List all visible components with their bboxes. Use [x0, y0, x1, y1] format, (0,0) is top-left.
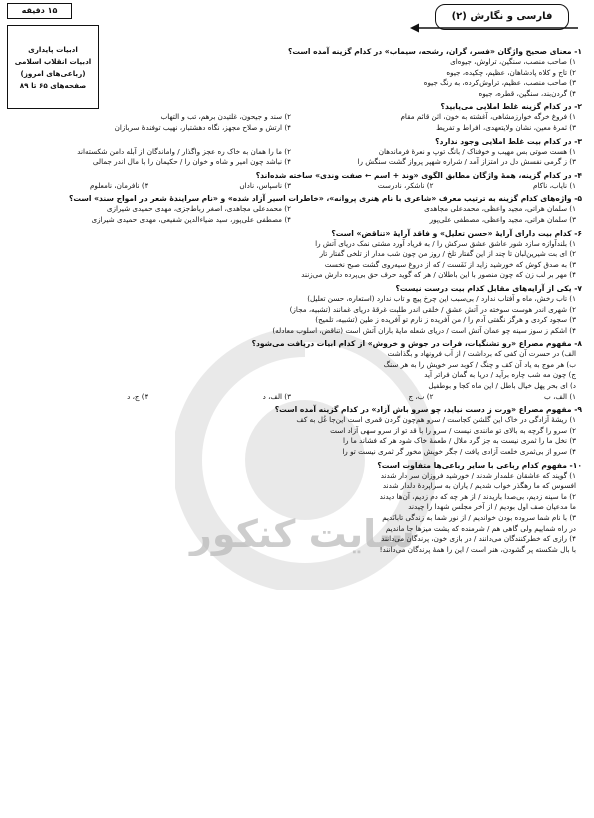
question-block: [6, 404, 582, 457]
question-block: [6, 170, 582, 192]
answer-option[interactable]: ۴) گردن‌بند، سنگین، قطره، جیوه: [478, 88, 576, 98]
answer-option[interactable]: ۱) سلمان هراتی، مجید واعظی، محمدعلی مجاهدی: [424, 204, 576, 214]
question-block: [6, 392, 582, 403]
question-block: [6, 228, 582, 281]
questions-list: [6, 44, 582, 555]
answer-option[interactable]: ۲) ای بت شیرین‌لبان تا چند از این گفتار تلخ / روز من چون شب مدار از تلخی گفتار تار: [319, 249, 576, 259]
answer-option[interactable]: ۱) تاب رخش، ماه و آفتاب ندارد / بی‌سبب این چرخ پیچ و تاب ندارد (استعاره، حسن تعلیل): [307, 293, 576, 303]
answer-option[interactable]: ۱) هست صوتی بس مهیب و خوفناک / بانگ توپ و نعرهٔ فرماندهان: [378, 146, 576, 156]
answer-option[interactable]: ۴) مصطفی علی‌پور، سید ضیاءالدین شفیعی، مهدی حمیدی شیرازی: [91, 214, 291, 224]
question-text: ۱- معنای صحیح واژگان «فسر، گران، رشحه، سیماب» در کدام گزینه آمده است؟: [287, 47, 582, 56]
question-text: ۴- در کدام گزینه، همهٔ واژگان مطابق الگوی «وند + اسم ← صفت وندی» ساخته شده‌اند؟: [255, 170, 582, 180]
answer-option[interactable]: ۲) ما سینه زدیم، بی‌صدا باریدند / از هر چه که دم زدیم، آن‌ها دیدند: [379, 491, 576, 501]
answer-option[interactable]: ۲) محمدعلی مجاهدی، اصغر رباط‌جزی، مهدی حمیدی شیرازی: [106, 204, 291, 214]
answer-option[interactable]: ۲) سند و جیحون، غلتیدن برهم، تب و التهاب: [160, 112, 291, 122]
answer-option[interactable]: ۳) سلمان هراتی، مجید واعظی، مصطفی علی‌پور: [429, 214, 576, 224]
options-row: [6, 181, 582, 192]
answer-option[interactable]: ۱) الف، ب: [544, 391, 576, 401]
answer-option[interactable]: ۱) صاحب منصب، سنگین، تراوش، جیوه‌ای: [450, 57, 576, 66]
question-block: [6, 136, 582, 168]
question-text: ۹- مفهوم مصراع «ورت ز دست نیاید، چو سرو باش آزاد» در کدام گزینه آمده است؟: [274, 405, 582, 415]
options-row: [6, 147, 582, 158]
answer-option[interactable]: ۲) تاج و کلاه پادشاهان، عظیم، چکیده، جیوه: [446, 67, 576, 77]
question-text: ۵- واژه‌های کدام گزینه به ترتیب معرف «شاعری با نام هنری پروانه»، «خاطرات اسیر آزاد شده» و «نام سرایندهٔ شعر در امواج سند» است؟: [68, 194, 582, 204]
answer-option[interactable]: با بال شکسته پر گشودن، هنر است / این را همهٔ پرندگان می‌دانند!: [379, 544, 576, 554]
answer-option[interactable]: ۴) نباشد چون امیر و شاه و خوان را / حکیمان را با مال اندر جمالی: [92, 157, 291, 167]
answer-option[interactable]: ما مدعیان صف اول بودیم / از آخر مجلس شهدا را چیدند: [408, 502, 576, 512]
answer-option[interactable]: ج) چون مه شب چاره برآید / دریا به گمان فراتر آید: [424, 370, 576, 380]
answer-option[interactable]: د) ای بحر پهل خیال باطل / این ماه کجا و بوطفیل: [428, 381, 576, 391]
answer-option[interactable]: ۲) سرو را گرچه به بالای تو مانندی نیست / سرو را با قد تو از سرو سهی آزاد است: [330, 425, 576, 435]
answer-option[interactable]: ۳) ز گرمی نفسش دل در امتزاز آمد / شراره شهپر پرواز گشت سنگش را: [357, 157, 576, 167]
answer-option[interactable]: ۳) سجود کردی و هرگز نگفتی آدم را / من آفریده ز نارم تو آفریده ز طین (تشبیه، تلمیح): [315, 315, 576, 325]
answer-option[interactable]: ۲) شهری اندر هوست سوخته در آتش عشق / خلقی اندر طلبت غرقهٔ دریای غمانند (تشبیه، مجاز): [289, 304, 576, 314]
info-line: (رباعی‌های امروز): [20, 68, 86, 78]
answer-option[interactable]: ۳) نخل ما را ثمری نیست به جز گرد ملال / طعمهٔ خاک شود هر که فشاند ما را: [343, 436, 576, 446]
question-block: [6, 193, 582, 225]
answer-option[interactable]: ۳) صاحب منصب، عظیم، تراوش‌کرده، به رنگ جیوه: [423, 78, 576, 88]
info-line: صفحه‌های ۶۵ تا ۸۹: [19, 80, 87, 90]
answer-option[interactable]: ۳) ناسپاس، ناداں: [239, 180, 291, 190]
info-line: ادبیات انقلاب اسلامی: [14, 56, 92, 66]
answer-option[interactable]: ۱) نایاب، ناکام: [533, 180, 576, 190]
question-text: ۲- در کدام گزینه غلط املایی می‌یابید؟: [440, 102, 582, 112]
options-row: [6, 204, 582, 215]
answer-option[interactable]: ۴) رازی که خطرکنندگان می‌دانند / در بازی خون، پرندگان می‌دانند: [381, 534, 576, 544]
answer-option[interactable]: ۴) سرو از بی‌ثمری خلعت آزادی یافت / جگر خویش مخور گر ثمری نیست تو را: [342, 447, 576, 457]
question-block: [6, 460, 582, 556]
question-block: [6, 101, 582, 133]
answer-option[interactable]: ۱) گویند که عاشقان علمدار شدند / خورشید فروزان سر دار شدند: [380, 470, 576, 480]
answer-option[interactable]: ۱) ریشهٔ آزادگی در خاک این گلشن کجاست / سرو هم‌چون گردن قمری است این‌جا غُل به کف: [296, 415, 576, 425]
time-badge: ۱۵ دقیقه: [7, 3, 72, 19]
answer-option[interactable]: ب) هر موج به یاد آن کف و چنگ / کوبد سر خویش را به هر سنگ: [383, 359, 576, 369]
section-title: فارسی و نگارش (۲): [435, 4, 569, 30]
info-line: ادبیات پایداری: [28, 44, 78, 54]
answer-option[interactable]: ۴) اشکم ز سوز سینه چو عمان آتش است / دریای شعله مایهٔ باران آتش است (تناقض، اسلوب معادله): [272, 325, 576, 335]
question-block: [6, 338, 582, 391]
question-block: [6, 46, 582, 99]
question-text: ۱۰- مفهوم کدام رباعی با سایر رباعی‌ها متفاوت است؟: [377, 460, 582, 470]
answer-option[interactable]: ۳) با نام شما سروده بودن خواندیم / از نور شما به زندگی تابانَدیم: [382, 513, 576, 522]
answer-option[interactable]: ۴) نافرمان، نامعلوم: [89, 180, 149, 190]
options-row: [6, 157, 582, 168]
answer-option[interactable]: ۳) به صدق کوش که خورشید زاید از نَفَست / که از دروغ سیه‌روی گشت صبح نخست: [324, 259, 576, 269]
answer-option[interactable]: ۴) ارتش و صلاح مجهز، نگاه دهشتبار، نهیب توفندهٔ سربازان: [114, 122, 291, 132]
watermark-text: سایت کنکور: [190, 512, 415, 556]
answer-option[interactable]: الف) در حسرت آن کفی که برداشت / از آب فرونهاد و بگذاشت: [387, 349, 576, 359]
answer-option[interactable]: ۲) ب، ج: [408, 391, 434, 401]
options-row: [6, 215, 582, 226]
answer-option[interactable]: ۳) الف، د: [262, 391, 291, 401]
question-text: ۸- مفهوم مصراع «رو تشنگیات، فرات در جوش و خروش» از کدام ابیات دریافت می‌شود؟: [251, 339, 582, 349]
answer-option[interactable]: ۲) ما را همان به خاک ره عجز واگذار / واماندگان از آبله دامن شکسته‌اند: [77, 146, 291, 156]
question-text: ۷- یکی از آرایه‌های مقابل کدام بیت درست نیست؟: [395, 283, 582, 293]
answer-option[interactable]: ۲) ناشکر، نادرست: [377, 180, 434, 190]
answer-option[interactable]: ۴) ج، د: [127, 391, 149, 401]
title-arrow-icon: [410, 22, 580, 34]
options-row: [6, 123, 582, 134]
question-text: ۶- کدام بیت دارای آرایهٔ «حسن تعلیل» و فاقد آرایهٔ «تناقض» است؟: [331, 228, 582, 238]
question-text: ۳- در کدام بیت غلط املایی وجود ندارد؟: [435, 136, 582, 146]
answer-option[interactable]: افسوس که ما رهگذر خواب شدیم / یاران به سراپردهٔ دلدار شدند: [382, 481, 576, 491]
question-block: [6, 283, 582, 336]
answer-option[interactable]: ۳) ثمرهٔ معین، نشان ولایتعهدی، افراط و تفریط: [436, 122, 576, 132]
answer-option[interactable]: در راه شماییم ولی گاهی هم / شرمنده که پشت میزها جا ماندیم: [385, 523, 576, 533]
answer-option[interactable]: ۴) مهر بر لب زن که چون منصور با این باطلان / هر که گوید حرف حق بی‌پرده دارش می‌زنند: [301, 270, 576, 280]
options-row: [6, 392, 582, 403]
answer-option[interactable]: ۱) بلندآوازه سازد شور عاشق عشق سرکش را / به فریاد آورد مشتی نمک دریای آتش را: [315, 238, 576, 248]
answer-option[interactable]: ۱) فروغ خرگه خوارزمشاهی، آغشته به خون، اثن قائم مقام: [400, 112, 576, 122]
options-row: [6, 112, 582, 123]
